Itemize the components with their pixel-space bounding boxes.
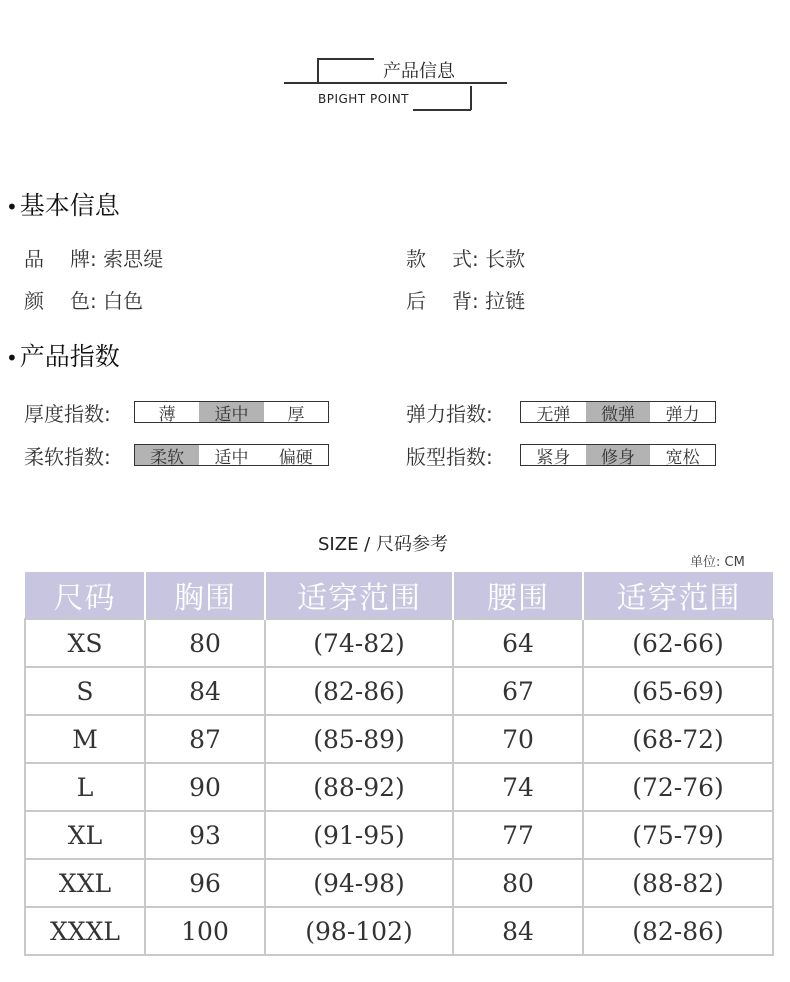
color-row	[24, 285, 143, 314]
back-label-char2: 背	[452, 289, 472, 313]
cell-chest-range: (74-82)	[265, 619, 453, 667]
header-divider	[284, 82, 507, 84]
header-subtitle: BPIGHT POINT	[318, 92, 410, 106]
cell-chest-range: (94-98)	[265, 859, 453, 907]
cell-waist: 77	[453, 811, 583, 859]
cell-waist: 64	[453, 619, 583, 667]
indices-title: 产品指数	[19, 342, 120, 371]
softness-option: 偏硬	[278, 447, 313, 468]
colon: :	[472, 289, 479, 313]
brand-value: 索思缇	[103, 247, 164, 271]
style-value: 长款	[485, 247, 526, 271]
size-chart-title: SIZE / 尺码参考	[318, 534, 448, 555]
cell-size: XL	[25, 811, 145, 859]
cell-chest-range: (88-92)	[265, 763, 453, 811]
cell-chest: 84	[145, 667, 265, 715]
header-chest: 胸围	[145, 572, 265, 619]
cell-size: L	[25, 763, 145, 811]
colon: :	[472, 247, 479, 271]
cell-chest: 96	[145, 859, 265, 907]
cell-waist: 70	[453, 715, 583, 763]
thickness-label: 厚度指数:	[24, 402, 111, 426]
style-label-char2: 式	[452, 247, 472, 271]
table-row	[25, 763, 773, 811]
back-value: 拉链	[485, 289, 526, 313]
fit-option: 修身	[586, 445, 651, 465]
table-row	[25, 667, 773, 715]
elasticity-option: 微弹	[586, 402, 651, 422]
cell-chest-range: (98-102)	[265, 907, 453, 955]
bullet-dot: •	[6, 346, 18, 370]
thickness-scale	[134, 401, 329, 423]
colon: :	[90, 289, 97, 313]
elasticity-label: 弹力指数:	[406, 402, 493, 426]
thickness-option: 薄	[158, 404, 176, 425]
header-waist-range: 适穿范围	[583, 572, 773, 619]
cell-chest: 93	[145, 811, 265, 859]
cell-waist-range: (88-82)	[583, 859, 773, 907]
cell-chest: 100	[145, 907, 265, 955]
size-table	[24, 572, 774, 956]
cell-waist-range: (75-79)	[583, 811, 773, 859]
size-chart-unit: 单位: CM	[690, 555, 745, 570]
header-size: 尺码	[25, 572, 145, 619]
cell-chest-range: (85-89)	[265, 715, 453, 763]
style-label-char1: 款	[406, 247, 426, 271]
cell-size: XS	[25, 619, 145, 667]
back-row	[406, 285, 525, 314]
basic-info-title: 基本信息	[19, 191, 120, 220]
color-label-char2: 色	[70, 289, 90, 313]
table-row	[25, 859, 773, 907]
header-chest-range: 适穿范围	[265, 572, 453, 619]
basic-info-heading	[6, 186, 120, 222]
header-title: 产品信息	[383, 61, 455, 82]
cell-waist: 84	[453, 907, 583, 955]
cell-waist-range: (65-69)	[583, 667, 773, 715]
style-row	[406, 243, 525, 272]
fit-label: 版型指数:	[406, 445, 493, 469]
header-line-top-vertical	[317, 58, 319, 82]
fit-option: 紧身	[536, 447, 571, 468]
cell-chest-range: (91-95)	[265, 811, 453, 859]
table-row	[25, 811, 773, 859]
cell-waist: 67	[453, 667, 583, 715]
brand-label-char2: 牌	[70, 247, 90, 271]
indices-heading	[6, 337, 120, 373]
header-line-bottom-horizontal	[413, 109, 471, 111]
softness-scale	[134, 444, 329, 466]
color-value: 白色	[103, 289, 144, 313]
elasticity-option: 弹力	[665, 404, 700, 425]
bullet-dot: •	[6, 195, 18, 219]
header-line-bottom-vertical	[470, 86, 472, 110]
header-line-top-horizontal	[317, 58, 374, 60]
table-row	[25, 907, 773, 955]
size-table-header-row	[25, 572, 773, 619]
thickness-option: 适中	[199, 402, 263, 422]
cell-waist-range: (82-86)	[583, 907, 773, 955]
color-label-char1: 颜	[24, 289, 44, 313]
brand-row	[24, 243, 163, 272]
header-waist: 腰围	[453, 572, 583, 619]
cell-waist-range: (68-72)	[583, 715, 773, 763]
cell-chest-range: (82-86)	[265, 667, 453, 715]
cell-waist-range: (62-66)	[583, 619, 773, 667]
fit-option: 宽松	[665, 447, 700, 468]
back-label-char1: 后	[406, 289, 426, 313]
elasticity-option: 无弹	[536, 404, 571, 425]
softness-label: 柔软指数:	[24, 445, 111, 469]
brand-label-char1: 品	[24, 247, 44, 271]
fit-scale	[520, 444, 716, 466]
cell-chest: 90	[145, 763, 265, 811]
cell-size: M	[25, 715, 145, 763]
cell-size: XXL	[25, 859, 145, 907]
cell-waist-range: (72-76)	[583, 763, 773, 811]
elasticity-scale	[520, 401, 716, 423]
colon: :	[90, 247, 97, 271]
cell-size: S	[25, 667, 145, 715]
table-row	[25, 619, 773, 667]
cell-size: XXXL	[25, 907, 145, 955]
cell-waist: 74	[453, 763, 583, 811]
cell-chest: 87	[145, 715, 265, 763]
softness-option: 柔软	[135, 445, 199, 465]
cell-chest: 80	[145, 619, 265, 667]
thickness-option: 厚	[287, 404, 305, 425]
table-row	[25, 715, 773, 763]
cell-waist: 80	[453, 859, 583, 907]
softness-option: 适中	[214, 447, 249, 468]
